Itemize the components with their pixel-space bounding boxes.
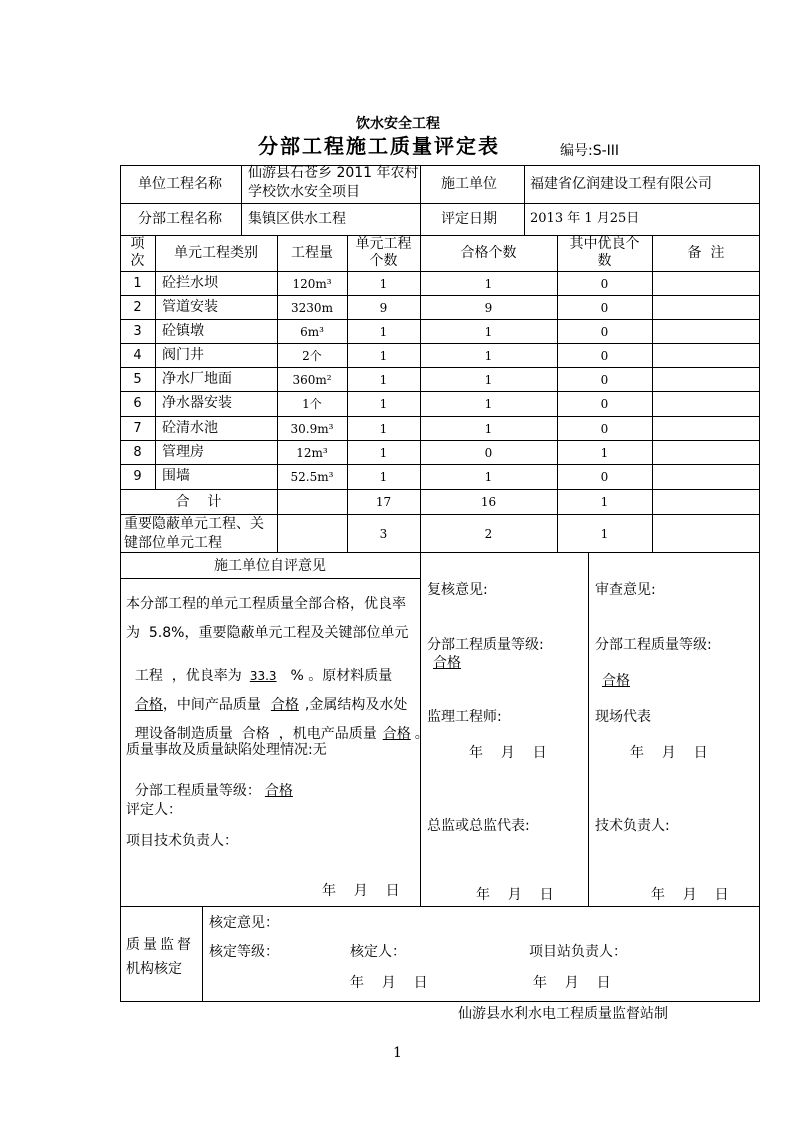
row-type: 管理房 — [162, 444, 204, 460]
col-qualified-header: 合格个数 — [460, 245, 517, 261]
row-quantity: 1个 — [302, 397, 322, 411]
row-quantity: 3230m — [291, 301, 333, 315]
col-no-header-2: 次 — [130, 253, 145, 269]
col-divider — [588, 552, 589, 906]
self-eval-text: 理设备制造质量 合格 ，机电产品质量 — [134, 726, 377, 742]
row-excellent: 0 — [600, 349, 609, 363]
row-divider — [120, 552, 760, 553]
eval-date: 2013 年 1 月25日 — [530, 211, 640, 226]
row-divider — [120, 391, 760, 392]
row-units: 1 — [379, 277, 388, 291]
row-units: 9 — [379, 301, 388, 315]
col-divider — [524, 165, 525, 235]
total-excellent: 1 — [600, 495, 609, 509]
row-no: 2 — [133, 300, 142, 315]
col-divider — [241, 165, 242, 235]
self-eval-heading: 施工单位自评意见 — [214, 558, 326, 574]
row-divider — [120, 235, 760, 236]
row-divider — [120, 416, 760, 417]
self-eval-line — [126, 770, 301, 798]
row-quantity: 52.5m³ — [290, 470, 334, 484]
self-eval-text: 工程 ，优良率为 — [134, 668, 242, 684]
col-excellent-header-1: 其中优良个 — [569, 236, 640, 252]
review-date-1: 年 月 日 — [469, 745, 547, 761]
station-head-label: 项目站负责人： — [529, 944, 627, 960]
row-no: 1 — [133, 276, 142, 291]
row-qualified: 1 — [484, 470, 493, 484]
row-divider — [120, 514, 760, 515]
self-eval-line: 本分部工程的单元工程质量全部合格，优良率 — [126, 596, 406, 612]
division-name: 集镇区供水工程 — [248, 211, 346, 227]
page-title: 分部工程施工质量评定表 — [258, 134, 500, 158]
col-no-header-1: 项 — [130, 236, 145, 252]
col-units-header-2: 个数 — [369, 253, 398, 269]
approval-grade-label: 核定等级： — [209, 944, 279, 960]
contractor-label: 施工单位 — [441, 176, 497, 192]
row-excellent: 0 — [600, 422, 609, 436]
review-grade-label: 分部工程质量等级: — [427, 637, 544, 653]
row-divider — [120, 295, 760, 296]
row-divider — [120, 319, 760, 320]
row-divider — [120, 440, 760, 441]
self-eval-date: 年 月 日 — [322, 883, 400, 899]
self-eval-line — [126, 713, 429, 741]
tech-lead-label: 项目技术负责人： — [126, 833, 238, 849]
row-divider — [120, 578, 420, 579]
evaluator-label: 评定人： — [126, 802, 182, 818]
row-no: 3 — [133, 324, 142, 339]
supervision-label-1: 质量监督 — [126, 937, 194, 953]
contractor-name: 福建省亿润建设工程有限公司 — [530, 176, 712, 192]
row-divider — [120, 906, 760, 907]
row-divider — [120, 464, 760, 465]
key-units-count: 3 — [379, 527, 388, 541]
row-units: 1 — [379, 470, 388, 484]
row-units: 1 — [379, 325, 388, 339]
row-units: 1 — [379, 349, 388, 363]
review-grade-value: 合格 — [433, 655, 461, 671]
row-units: 1 — [379, 422, 388, 436]
audit-date-1: 年 月 日 — [630, 745, 708, 761]
row-excellent: 0 — [600, 325, 609, 339]
row-type: 净水器安装 — [162, 395, 232, 411]
row-quantity: 360m² — [292, 373, 332, 387]
col-remark-header: 备 注 — [687, 245, 725, 261]
row-units: 1 — [379, 373, 388, 387]
row-no: 5 — [133, 372, 142, 387]
approval-opinion-label: 核定意见： — [209, 915, 279, 931]
audit-grade-value: 合格 — [602, 673, 630, 689]
row-excellent: 0 — [600, 470, 609, 484]
row-qualified: 1 — [484, 397, 493, 411]
excellent-rate-value: 33.3 — [249, 669, 277, 683]
row-qualified: 1 — [484, 422, 493, 436]
unit-project-label: 单位工程名称 — [138, 176, 222, 192]
row-qualified: 1 — [484, 373, 493, 387]
row-units: 1 — [379, 446, 388, 460]
row-no: 4 — [133, 348, 142, 363]
row-no: 9 — [133, 469, 142, 484]
approval-date-2: 年 月 日 — [533, 975, 611, 991]
row-qualified: 1 — [484, 277, 493, 291]
col-divider — [652, 235, 653, 552]
row-excellent: 0 — [600, 397, 609, 411]
row-units: 1 — [379, 397, 388, 411]
row-quantity: 2个 — [302, 349, 322, 363]
intermediate-quality-value: 合格 — [270, 697, 299, 713]
total-units: 17 — [375, 495, 392, 509]
col-type-header: 单元工程类别 — [174, 245, 258, 261]
eval-date-label: 评定日期 — [441, 211, 497, 227]
row-divider — [120, 203, 760, 204]
self-eval-text: 分部工程质量等级： — [134, 783, 261, 799]
col-quantity-header: 工程量 — [291, 245, 333, 261]
row-excellent: 0 — [600, 301, 609, 315]
approval-date-1: 年 月 日 — [350, 975, 428, 991]
key-units-label-1: 重要隐蔽单元工程、关 — [124, 516, 264, 532]
audit-heading: 审查意见: — [595, 582, 656, 598]
row-excellent: 0 — [600, 277, 609, 291]
self-eval-line — [126, 684, 407, 712]
form-maker: 仙游县水利水电工程质量监督站制 — [458, 1006, 668, 1022]
row-divider — [120, 343, 760, 344]
row-no: 8 — [133, 445, 142, 460]
row-divider — [120, 489, 760, 490]
self-eval-text: ，中间产品质量 — [162, 697, 261, 713]
col-divider — [202, 906, 203, 1002]
tech-head-label: 技术负责人: — [595, 818, 670, 834]
row-type: 净水厂地面 — [162, 371, 232, 387]
row-divider — [120, 367, 760, 368]
row-quantity: 6m³ — [300, 325, 324, 339]
page-number: 1 — [393, 1045, 402, 1061]
col-units-header-1: 单元工程 — [355, 236, 412, 252]
self-eval-line — [126, 655, 392, 683]
row-quantity: 12m³ — [296, 446, 328, 460]
self-eval-line: 质量事故及质量缺陷处理情况:无 — [126, 742, 327, 758]
row-type: 砼清水池 — [162, 420, 218, 436]
total-qualified: 16 — [480, 495, 497, 509]
self-grade-value: 合格 — [264, 783, 293, 799]
row-qualified: 0 — [484, 446, 493, 460]
row-excellent: 0 — [600, 373, 609, 387]
unit-project-name-line1: 仙游县石苍乡 2011 年农村 — [248, 165, 419, 181]
audit-date-2: 年 月 日 — [651, 887, 729, 903]
row-quantity: 30.9m³ — [290, 422, 334, 436]
row-no: 6 — [133, 396, 142, 411]
chief-supervisor-label: 总监或总监代表: — [427, 818, 530, 834]
row-type: 砼拦水坝 — [162, 275, 218, 291]
key-units-label-2: 键部位单元工程 — [124, 535, 222, 551]
col-divider — [155, 235, 156, 489]
division-label: 分部工程名称 — [138, 211, 222, 227]
project-name: 饮水安全工程 — [356, 116, 440, 132]
row-quantity: 120m³ — [292, 277, 332, 291]
total-label: 合 计 — [175, 494, 222, 510]
key-units-qualified: 2 — [484, 527, 493, 541]
self-eval-line: 为 5.8%，重要隐蔽单元工程及关键部位单元 — [126, 625, 409, 641]
row-qualified: 1 — [484, 325, 493, 339]
col-excellent-header-2: 数 — [597, 253, 612, 269]
unit-project-name-line2: 学校饮水安全项目 — [248, 184, 360, 200]
row-type: 围墙 — [162, 468, 190, 484]
review-heading: 复核意见: — [427, 582, 488, 598]
material-quality-value: 合格 — [134, 697, 163, 713]
supervision-label-2: 机构核定 — [126, 961, 182, 977]
key-units-excellent: 1 — [600, 527, 609, 541]
row-type: 管道安装 — [162, 299, 218, 315]
row-divider — [120, 271, 760, 272]
row-qualified: 9 — [484, 301, 493, 315]
row-no: 7 — [133, 421, 142, 436]
self-eval-text: % 。原材料质量 — [290, 668, 393, 684]
audit-grade-label: 分部工程质量等级: — [595, 637, 712, 653]
row-type: 砼镇墩 — [162, 323, 204, 339]
self-eval-text: 。 — [414, 726, 429, 742]
approver-label: 核定人： — [350, 944, 406, 960]
supervising-engineer-label: 监理工程师: — [427, 709, 502, 725]
form-code: 编号:S-III — [560, 143, 620, 159]
row-qualified: 1 — [484, 349, 493, 363]
site-rep-label: 现场代表 — [595, 709, 651, 725]
self-eval-text: ,金属结构及水处 — [304, 697, 408, 713]
row-excellent: 1 — [600, 446, 609, 460]
col-divider — [420, 165, 421, 235]
row-type: 阀门井 — [162, 347, 204, 363]
electromech-quality-value: 合格 — [382, 726, 411, 742]
review-date-2: 年 月 日 — [476, 887, 554, 903]
